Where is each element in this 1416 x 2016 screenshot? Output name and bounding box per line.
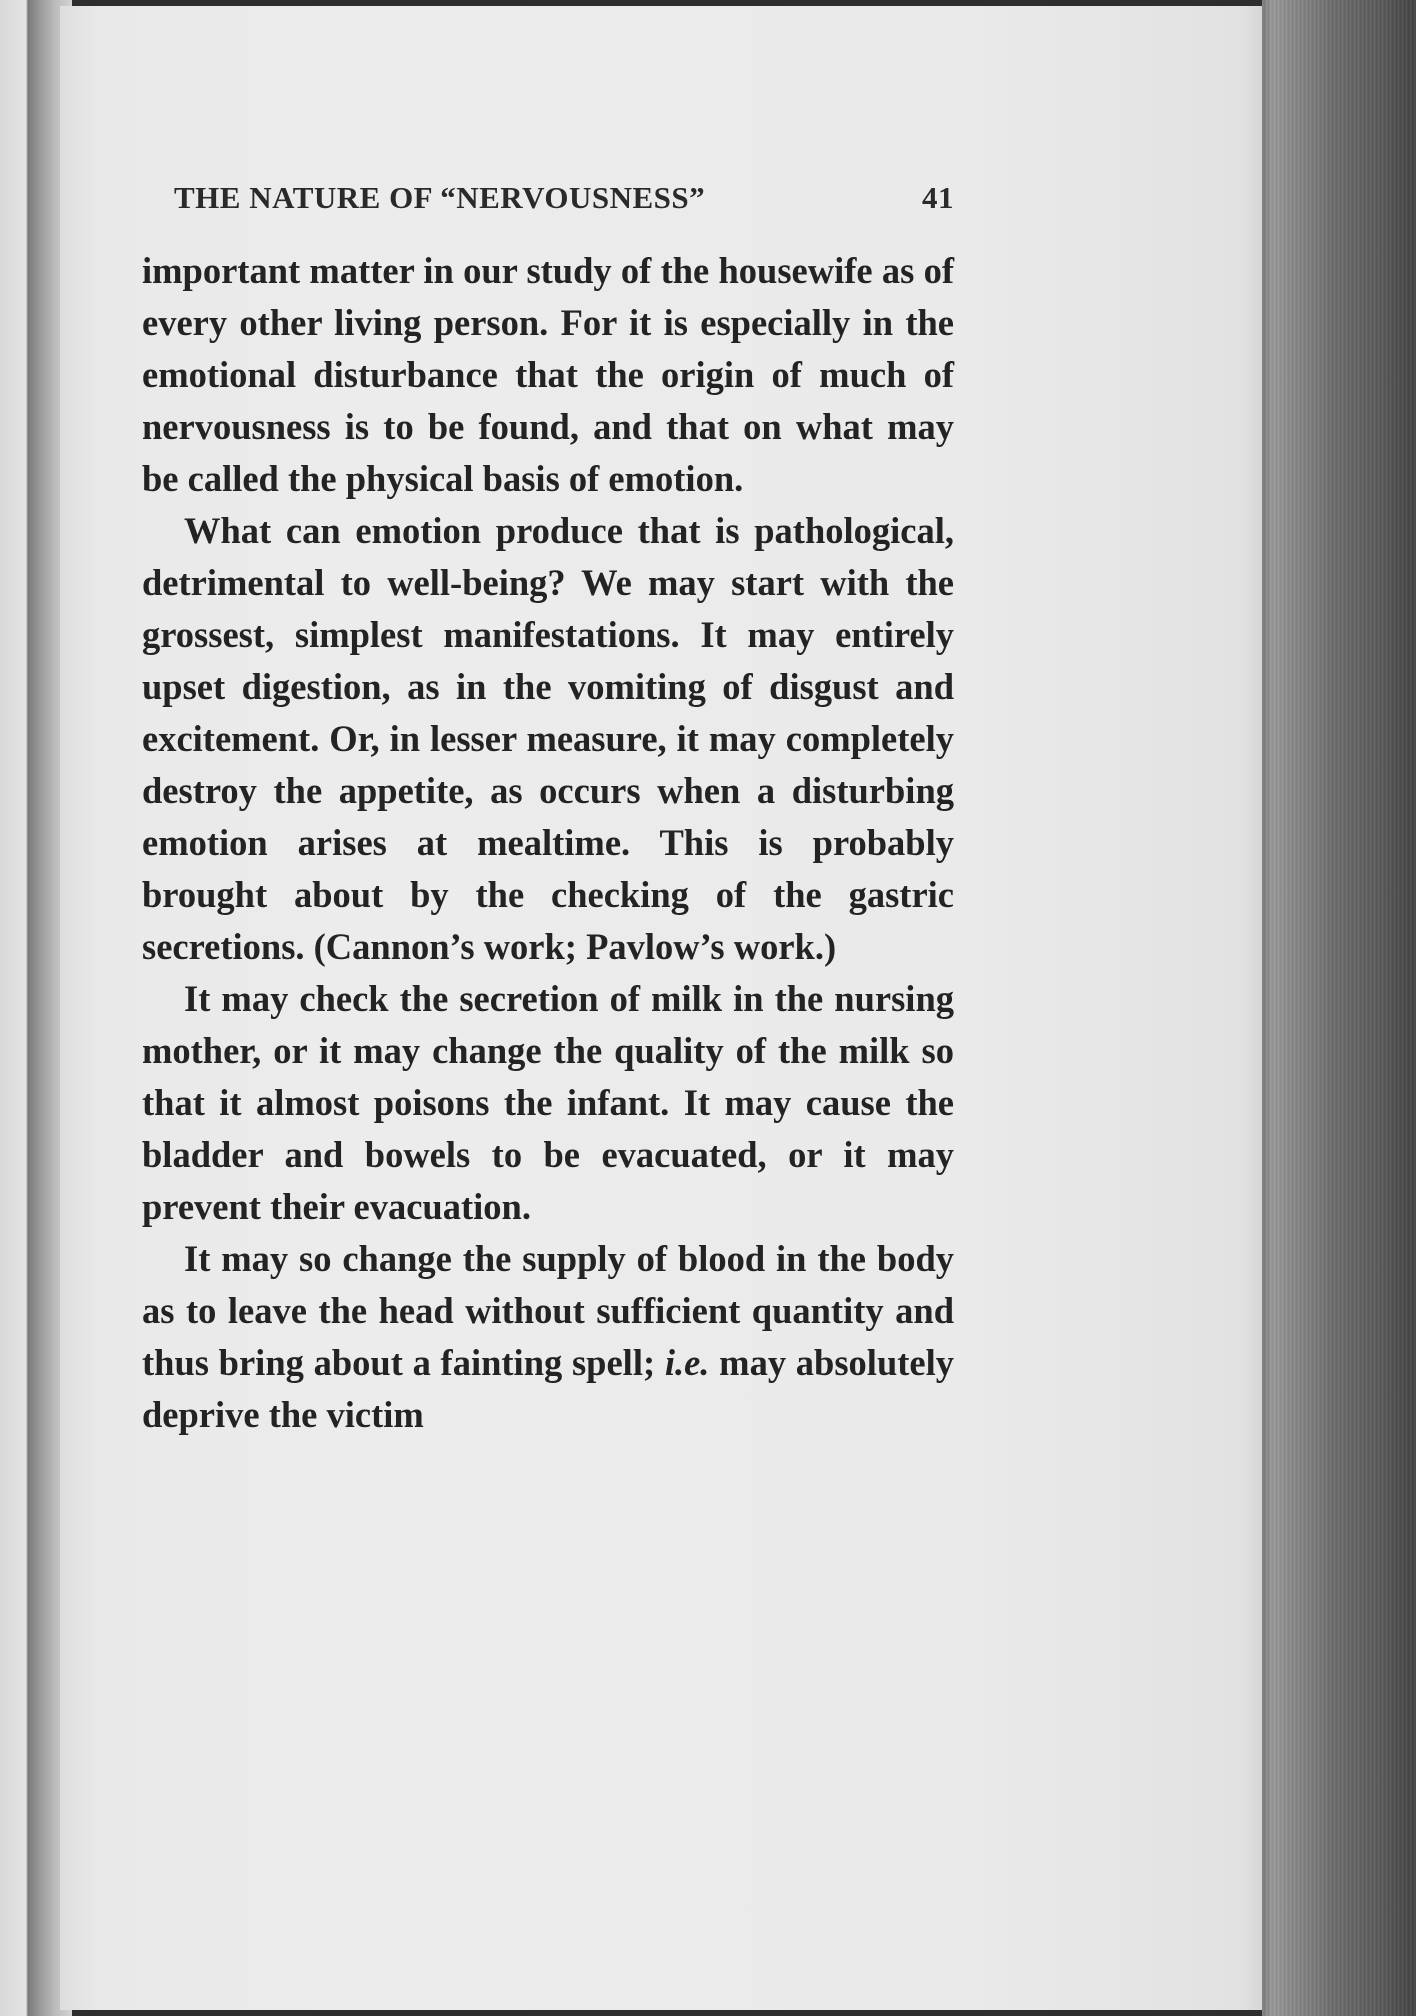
paragraph-2: What can emotion produce that is pathological, detrimental to well-being? We may start with the grossest, simplest manifestations. It may entirely upset digestion, as in the vomiting of disgust and excitement. Or, in lesser measure, it may completely destroy the appetite, as occurs when a disturbing emotion arises at mealtime. This is probably brought about by the checking of the gastric secretions. (Cannon’s work; Pavlow’s work.): [142, 510, 954, 967]
paragraph-4: [142, 1233, 954, 1441]
paragraph-4-text-after: may absolutely deprive the victim: [142, 1342, 954, 1435]
paragraph-4-italic: i.e.: [664, 1342, 710, 1383]
right-page-stack: [1262, 0, 1416, 2016]
paragraph-4-text-before: It may so change the supply of blood in the body as to leave the head without sufficient quantity and thus bring about a fainting spell;: [142, 1238, 954, 1383]
body-text: [142, 245, 954, 1441]
running-head-title: THE NATURE OF “NERVOUSNESS”: [174, 180, 706, 215]
paragraph-3: It may check the secretion of milk in the nursing mother, or it may change the quality of the milk so that it almost poisons the infant. It may cause the bladder and bowels to be evacuated, or it may prevent their evacuation.: [142, 978, 954, 1227]
running-head: [174, 180, 954, 216]
page-number: 41: [922, 180, 954, 215]
paragraph-1: important matter in our study of the housewife as of every other living person. For it is especially in the emotional disturbance that the origin of much of nervousness is to be found, and that on what may be called the physical basis of emotion.: [142, 250, 954, 499]
